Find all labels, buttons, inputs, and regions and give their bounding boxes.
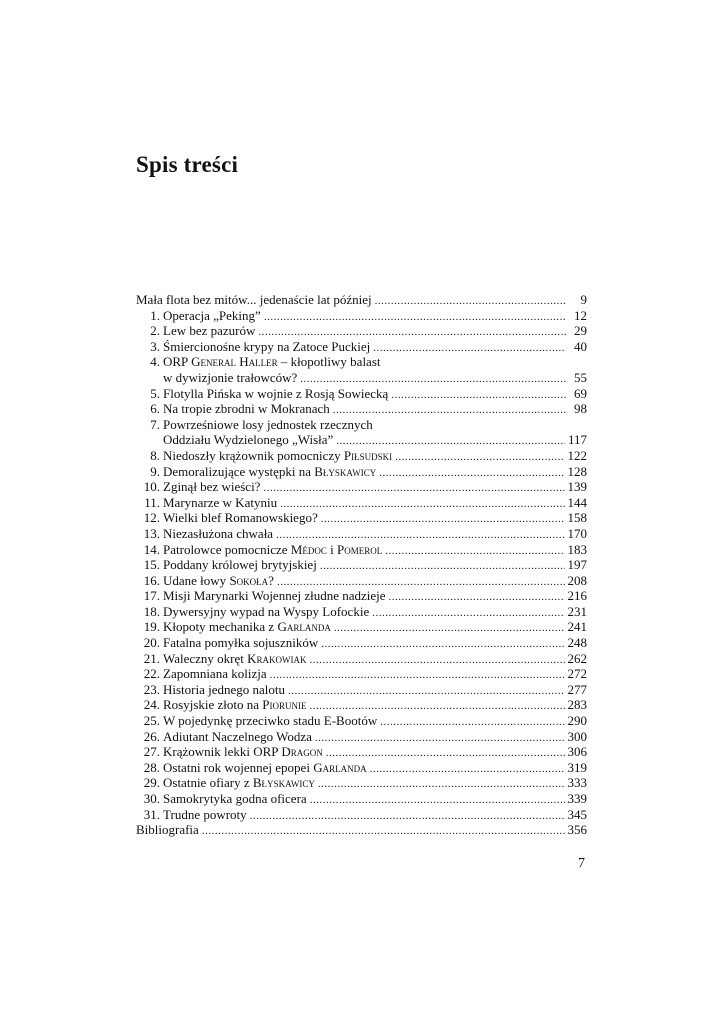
toc-entry-title-part: Powrześniowe losy jednostek rzecznych xyxy=(163,416,373,432)
toc-entry xyxy=(136,354,587,370)
toc-entry xyxy=(136,401,587,417)
toc-entry-title-part: Błyskawicy xyxy=(252,775,315,791)
toc-entry-page: 339 xyxy=(567,791,587,806)
toc-entry-page: 356 xyxy=(567,822,587,838)
toc-entry-page: 272 xyxy=(567,666,587,682)
dot-leader xyxy=(370,762,565,778)
toc-entry-title xyxy=(163,464,376,480)
toc-entry-page: 333 xyxy=(567,775,587,791)
toc-entry-number: 13. xyxy=(143,525,160,541)
toc-entry-title-part: Dragon xyxy=(281,744,323,760)
toc-entry-page: 40 xyxy=(574,338,587,354)
toc-entry-page: 231 xyxy=(567,603,587,619)
toc-entry-title-part: ORP xyxy=(163,354,192,370)
toc-entry-title-part: i xyxy=(326,541,337,557)
toc-entry-title-part: Wielki blef Romanowskiego? xyxy=(163,510,318,526)
toc-entry-page: 319 xyxy=(567,759,587,775)
table-of-contents xyxy=(136,292,587,838)
toc-entry-page: 29 xyxy=(574,323,587,339)
toc-entry-title-part: Samokrytyka godna oficera xyxy=(163,791,307,806)
toc-entry-title xyxy=(163,651,307,667)
toc-entry-title-part: Bibliografia xyxy=(136,822,199,838)
toc-entry-title xyxy=(163,775,315,791)
toc-entry-number: 5. xyxy=(150,385,160,401)
dot-leader xyxy=(310,653,565,669)
dot-leader xyxy=(318,777,565,793)
toc-entry xyxy=(136,432,587,448)
toc-entry-title xyxy=(163,370,297,386)
toc-entry-title xyxy=(136,822,199,838)
dot-leader xyxy=(263,481,564,497)
toc-entry-number: 7. xyxy=(150,416,160,432)
toc-entry-title xyxy=(163,417,373,433)
toc-entry-page: 170 xyxy=(567,525,587,541)
toc-entry xyxy=(136,588,587,604)
toc-entry-number: 31. xyxy=(143,806,160,822)
toc-entry xyxy=(136,729,587,745)
toc-entry-page: 262 xyxy=(567,650,587,666)
dot-leader xyxy=(310,793,565,809)
dot-leader xyxy=(264,310,566,326)
toc-entry-title xyxy=(163,791,307,807)
toc-entry-page: 300 xyxy=(567,728,587,744)
dot-leader xyxy=(372,606,564,622)
toc-entry-title-part: Operacja „Peking” xyxy=(163,307,261,323)
dot-leader xyxy=(385,544,564,560)
toc-entry-title xyxy=(163,448,392,464)
dot-leader xyxy=(380,715,564,731)
toc-entry-number: 18. xyxy=(143,603,160,619)
toc-entry-title-part: Mała flota bez mitów... jedenaście lat później xyxy=(136,292,372,307)
toc-entry-title-part: Waleczny okręt xyxy=(163,650,248,666)
dot-leader xyxy=(250,809,565,825)
toc-entry-title xyxy=(163,354,381,370)
dot-leader xyxy=(373,341,566,357)
toc-entry-page: 283 xyxy=(567,697,587,713)
toc-entry-title xyxy=(163,432,333,448)
toc-entry-title-part: Lew bez pazurów xyxy=(163,323,256,339)
toc-entry-number: 14. xyxy=(143,541,160,557)
dot-leader xyxy=(375,294,566,310)
toc-entry-page: 197 xyxy=(567,557,587,573)
toc-entry-title xyxy=(163,542,382,558)
toc-entry xyxy=(136,744,587,760)
toc-entry-page: 277 xyxy=(567,681,587,697)
toc-entry xyxy=(136,682,587,698)
toc-entry xyxy=(136,542,587,558)
toc-entry-title xyxy=(163,729,312,745)
page-title: Spis treści xyxy=(136,152,239,177)
toc-entry-title-part: General Haller xyxy=(191,354,278,370)
toc-entry-title xyxy=(163,339,370,355)
toc-entry-title-part: Trudne powroty xyxy=(163,806,247,822)
toc-entry xyxy=(136,604,587,620)
toc-entry-number: 27. xyxy=(143,744,160,760)
toc-entry xyxy=(136,339,587,355)
toc-entry xyxy=(136,292,587,308)
toc-entry-title-part: Krakowiak xyxy=(247,650,307,666)
toc-entry-number: 28. xyxy=(143,759,160,775)
toc-entry-number: 9. xyxy=(150,463,160,479)
dot-leader xyxy=(288,684,564,700)
dot-leader xyxy=(389,590,565,606)
toc-entry-page: 139 xyxy=(567,479,587,495)
toc-entry xyxy=(136,448,587,464)
toc-entry xyxy=(136,822,587,838)
toc-entry-page: 12 xyxy=(574,307,587,323)
toc-entry-title-part: Adiutant Naczelnego Wodza xyxy=(163,728,312,744)
toc-entry-number: 10. xyxy=(143,479,160,495)
toc-entry-number: 16. xyxy=(143,572,160,588)
toc-entry xyxy=(136,464,587,480)
toc-entry-title xyxy=(163,401,330,417)
toc-entry-number: 17. xyxy=(143,588,160,604)
toc-entry-title-part: Zginął bez wieści? xyxy=(163,479,261,495)
toc-entry-title xyxy=(163,495,277,511)
toc-entry-number: 23. xyxy=(143,681,160,697)
toc-entry xyxy=(136,526,587,542)
toc-entry xyxy=(136,666,587,682)
toc-entry-title-part: Garlanda xyxy=(313,759,367,775)
dot-leader xyxy=(315,731,565,747)
toc-entry-title-part: Śmiercionośne krypy na Zatoce Puckiej xyxy=(163,338,371,354)
toc-entry-title-part: Na tropie zbrodni w Mokranach xyxy=(163,401,330,417)
toc-entry-title xyxy=(136,292,372,308)
toc-entry-title-part: Misji Marynarki Wojennej złudne nadzieje xyxy=(163,588,386,604)
toc-entry xyxy=(136,713,587,729)
toc-entry xyxy=(136,760,587,776)
toc-entry-title-part: W pojedynkę przeciwko stadu E-Bootów xyxy=(163,713,378,729)
toc-entry xyxy=(136,308,587,324)
toc-entry xyxy=(136,417,587,433)
dot-leader xyxy=(321,512,565,528)
dot-leader xyxy=(320,559,565,575)
toc-entry-page: 55 xyxy=(574,369,587,385)
toc-entry-title xyxy=(163,635,318,651)
toc-entry-number: 21. xyxy=(143,650,160,666)
toc-entry-number: 11. xyxy=(144,494,160,510)
toc-entry-number: 20. xyxy=(143,635,160,651)
toc-entry xyxy=(136,697,587,713)
toc-entry-number: 2. xyxy=(150,323,160,339)
toc-entry-number: 15. xyxy=(143,557,160,573)
toc-entry-title-part: Dywersyjny wypad na Wyspy Lofockie xyxy=(163,603,370,619)
toc-entry-title-part: Niedoszły krążownik pomocniczy xyxy=(163,447,344,463)
toc-entry xyxy=(136,807,587,823)
toc-entry-title xyxy=(163,526,273,542)
toc-entry xyxy=(136,557,587,573)
dot-leader xyxy=(395,450,564,466)
toc-entry-page: 9 xyxy=(580,292,587,307)
toc-entry-title xyxy=(163,386,388,402)
toc-entry-title-part: Ostatnie ofiary z xyxy=(163,775,253,791)
toc-entry-title-part: Médoc xyxy=(290,541,327,557)
dot-leader xyxy=(270,668,565,684)
toc-entry-page: 216 xyxy=(567,588,587,604)
toc-entry-title xyxy=(163,604,369,620)
toc-entry-title-part: Historia jednego nalotu xyxy=(163,681,286,697)
toc-entry-title-part: Garlanda xyxy=(277,619,331,635)
toc-entry-title-part: Poddany królowej brytyjskiej xyxy=(163,557,317,573)
toc-entry-number: 30. xyxy=(143,791,160,806)
dot-leader xyxy=(391,388,566,404)
toc-entry-title-part: Oddziału Wydzielonego „Wisła” xyxy=(163,432,334,448)
toc-entry xyxy=(136,619,587,635)
toc-entry-page: 208 xyxy=(567,572,587,588)
toc-entry-title-part: Udane łowy xyxy=(163,572,230,588)
toc-entry-title xyxy=(163,807,247,823)
toc-entry-title-part: Błyskawicy xyxy=(314,463,377,479)
toc-entry-title-part: Piłsudski xyxy=(343,447,393,463)
toc-entry-page: 122 xyxy=(567,447,587,463)
toc-entry-number: 8. xyxy=(150,447,160,463)
toc-entry-title-part: Sokoła? xyxy=(229,572,274,588)
toc-entry-title xyxy=(163,666,267,682)
toc-entry-title-part: Demoralizujące występki na xyxy=(163,463,315,479)
toc-entry-title-part: Rosyjskie złoto na xyxy=(163,697,263,713)
toc-entry-page: 248 xyxy=(567,635,587,651)
toc-entry-number: 12. xyxy=(143,510,160,526)
toc-entry-title-part: Niezasłużona chwała xyxy=(163,525,274,541)
toc-entry-number: 4. xyxy=(150,354,160,370)
toc-entry xyxy=(136,386,587,402)
dot-leader xyxy=(334,621,565,637)
toc-entry-number: 29. xyxy=(143,775,160,791)
toc-entry-page: 69 xyxy=(574,385,587,401)
toc-entry-title xyxy=(163,557,317,573)
toc-entry-page: 117 xyxy=(567,432,587,448)
dot-leader xyxy=(202,824,565,840)
toc-entry-page: 290 xyxy=(567,713,587,729)
toc-entry-title xyxy=(163,744,323,760)
toc-entry-title xyxy=(163,588,386,604)
toc-entry-page: 158 xyxy=(567,510,587,526)
toc-entry-number: 1. xyxy=(150,307,160,323)
toc-entry-page: 241 xyxy=(567,619,587,635)
toc-entry-page: 144 xyxy=(567,494,587,510)
dot-leader xyxy=(321,637,564,653)
toc-entry-title xyxy=(163,682,285,698)
toc-entry-title-part: w dywizjonie trałowców? xyxy=(163,369,298,385)
toc-entry-number: 22. xyxy=(143,666,160,682)
toc-entry-title-part: Marynarze w Katyniu xyxy=(163,494,278,510)
toc-entry-number: 25. xyxy=(143,713,160,729)
toc-entry xyxy=(136,573,587,589)
toc-entry-title xyxy=(163,713,377,729)
toc-entry-title xyxy=(163,308,261,324)
toc-entry-page: 128 xyxy=(567,463,587,479)
page-number: 7 xyxy=(578,856,585,871)
toc-entry xyxy=(136,775,587,791)
toc-entry-page: 306 xyxy=(567,744,587,760)
toc-entry-title xyxy=(163,573,274,589)
toc-entry-title-part: Ostatni rok wojennej epopei xyxy=(163,759,314,775)
toc-entry-number: 24. xyxy=(143,697,160,713)
toc-entry-title-part: Zapomniana kolizja xyxy=(163,666,267,682)
toc-entry-title xyxy=(163,760,367,776)
toc-entry-title-part: Fatalna pomyłka sojuszników xyxy=(163,635,319,651)
toc-entry xyxy=(136,510,587,526)
toc-entry-number: 26. xyxy=(143,728,160,744)
toc-entry-title-part: Pomerol xyxy=(336,541,383,557)
toc-entry xyxy=(136,323,587,339)
toc-entry xyxy=(136,495,587,511)
toc-entry-page: 345 xyxy=(567,806,587,822)
toc-entry xyxy=(136,370,587,386)
toc-entry-page: 98 xyxy=(574,401,587,417)
toc-entry xyxy=(136,635,587,651)
toc-entry xyxy=(136,791,587,807)
toc-entry-page: 183 xyxy=(567,541,587,557)
toc-entry-title-part: Piorunie xyxy=(262,697,307,713)
toc-entry-title xyxy=(163,510,318,526)
toc-entry xyxy=(136,651,587,667)
toc-entry-title-part: Krążownik lekki ORP xyxy=(163,744,282,760)
toc-entry-title xyxy=(163,619,331,635)
toc-entry-title-part: Kłopoty mechanika z xyxy=(163,619,278,635)
toc-entry-title xyxy=(163,479,260,495)
toc-entry-number: 3. xyxy=(150,338,160,354)
toc-entry-title-part: Patrolowce pomocnicze xyxy=(163,541,291,557)
toc-entry-number: 6. xyxy=(150,401,160,417)
toc-entry xyxy=(136,479,587,495)
dot-leader xyxy=(280,497,564,513)
toc-entry-number: 19. xyxy=(143,619,160,635)
toc-entry-title xyxy=(163,323,255,339)
toc-entry-title xyxy=(163,697,307,713)
toc-entry-title-part: Flotylla Pińska w wojnie z Rosją Sowiecką xyxy=(163,385,389,401)
dot-leader xyxy=(379,466,564,482)
toc-entry-title-part: – kłopotliwy balast xyxy=(277,354,381,370)
